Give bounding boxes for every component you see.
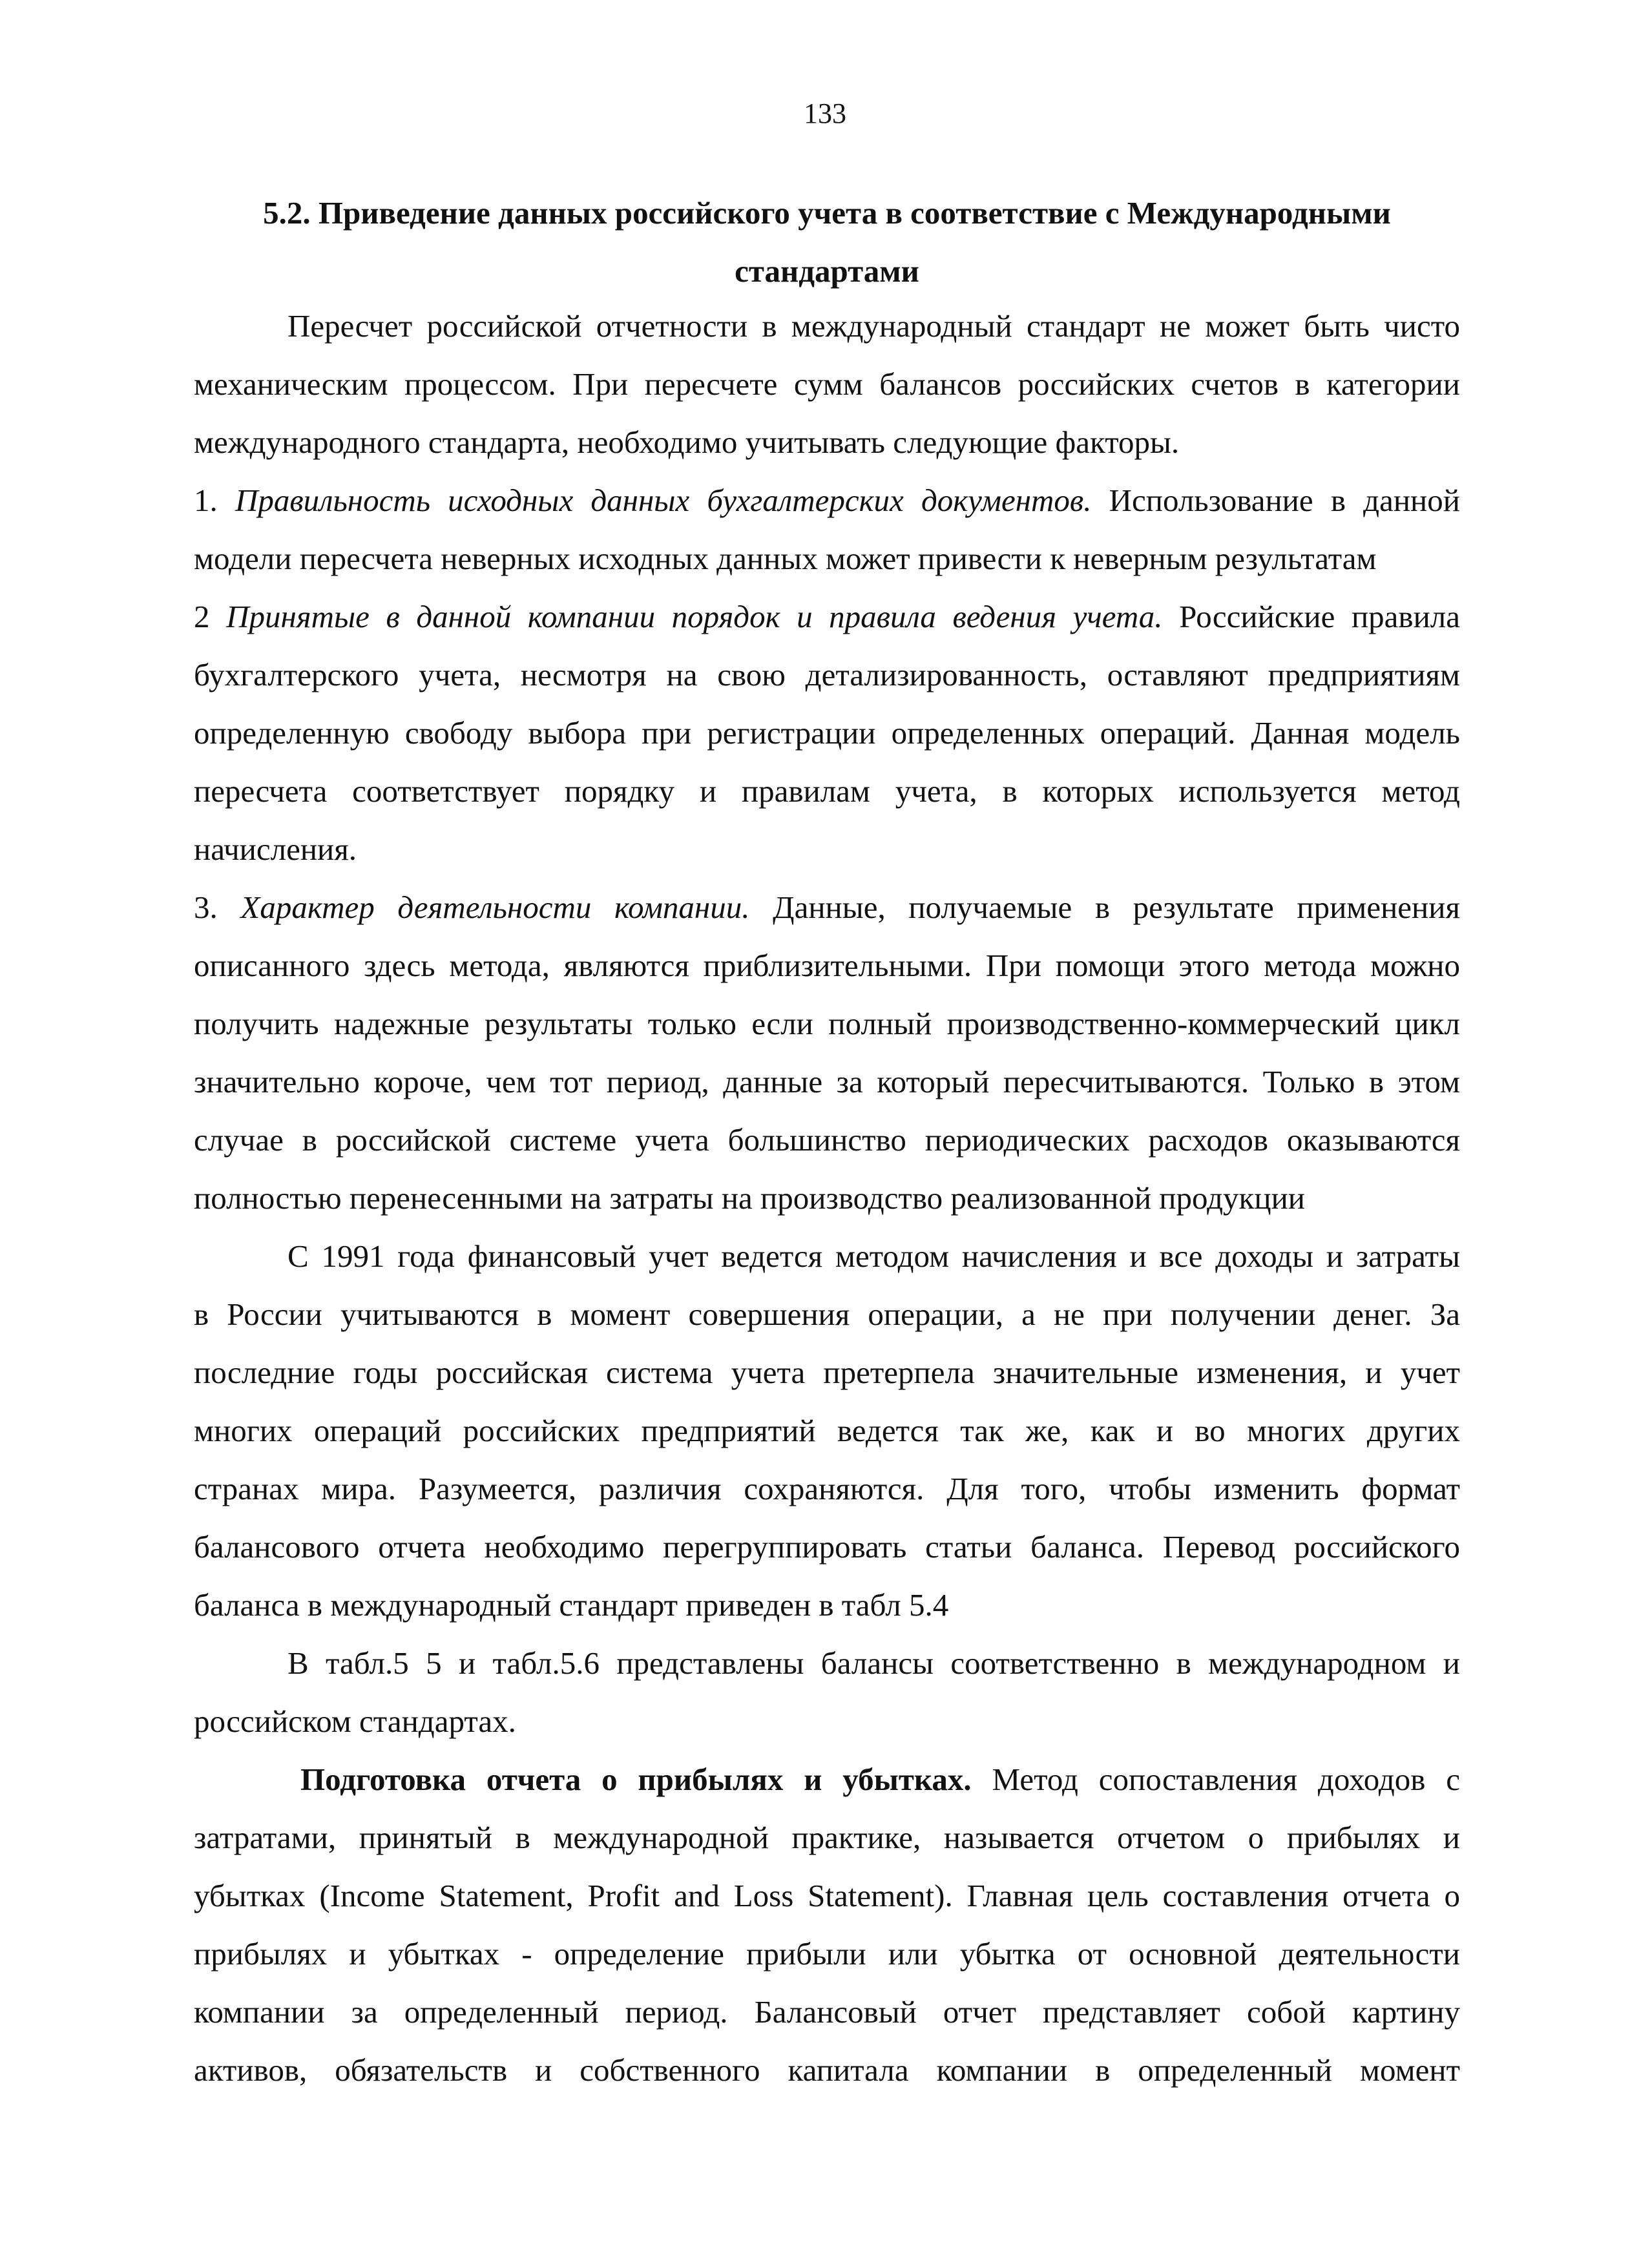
paragraph-line: определенную свободу выбора при регистрации определенных операций. Данная модель xyxy=(194,715,1460,751)
bold-run-in-heading: Подготовка отчета о прибылях и убытках. xyxy=(300,1762,972,1797)
paragraph-line: балансового отчета необходимо перегруппировать статьи баланса. Перевод российского xyxy=(194,1529,1460,1565)
paragraph-line: механическим процессом. При пересчете сумм балансов российских счетов в категории xyxy=(194,366,1460,402)
paragraph-line: пересчета соответствует порядку и правилам учета, в которых используется метод xyxy=(194,773,1460,809)
paragraph-line: международного стандарта, необходимо учитывать следующие факторы. xyxy=(194,424,1180,460)
item-title: Принятые в данной компании порядок и правила ведения учета. xyxy=(226,599,1163,634)
section-heading xyxy=(194,184,1460,300)
paragraph-line: российском стандартах. xyxy=(194,1703,516,1739)
item-number: 2 xyxy=(194,599,210,634)
paragraph-line xyxy=(194,1751,1460,1809)
page-number: 133 xyxy=(804,98,846,129)
body-text xyxy=(194,297,1460,2099)
paragraph-line: баланса в международный стандарт приведен в табл 5.4 xyxy=(194,1587,949,1623)
paragraph-line: полностью перенесенными на затраты на производство реализованной продукции xyxy=(194,1180,1306,1216)
item-text: Использование в данной xyxy=(1109,483,1461,518)
paragraph-line: компании за определенный период. Балансовый отчет представляет собой картину xyxy=(194,1994,1460,2030)
paragraph-line: многих операций российских предприятий ведется так же, как и во многих других xyxy=(194,1413,1460,1448)
paragraph-line: в России учитываются в момент совершения операции, а не при получении денег. За xyxy=(194,1296,1460,1332)
paragraph-line: модели пересчета неверных исходных данных может привести к неверным результатам xyxy=(194,541,1377,576)
item-title: Правильность исходных данных бухгалтерских документов. xyxy=(235,483,1092,518)
list-item-1-line xyxy=(194,472,1460,530)
heading-line-1: 5.2. Приведение данных российского учета в соответствие с Международными xyxy=(263,195,1391,231)
paragraph-line: бухгалтерского учета, несмотря на свою детализированность, оставляют предприятиям xyxy=(194,657,1460,692)
item-number: 1. xyxy=(194,483,218,518)
paragraph-line: затратами, принятый в международной практике, называется отчетом о прибылях и xyxy=(194,1820,1460,1855)
item-number: 3. xyxy=(194,890,218,925)
paragraph-line: В табл.5 5 и табл.5.6 представлены балансы соответственно в международном и xyxy=(287,1645,1460,1681)
paragraph-text: Метод сопоставления доходов с xyxy=(992,1762,1460,1797)
paragraph-line: С 1991 года финансовый учет ведется методом начисления и все доходы и затраты xyxy=(287,1238,1460,1274)
paragraph-line: последние годы российская система учета претерпела значительные изменения, и учет xyxy=(194,1355,1460,1390)
item-text: Данные, получаемые в результате применения xyxy=(773,890,1461,925)
item-text: Российские правила xyxy=(1179,599,1460,634)
paragraph-line: случае в российской системе учета большинство периодических расходов оказываются xyxy=(194,1122,1460,1158)
paragraph-line: получить надежные результаты только если полный производственно-коммерческий цикл xyxy=(194,1006,1460,1041)
paragraph-line: начисления. xyxy=(194,831,357,867)
paragraph-line: прибылях и убытках - определение прибыли или убытка от основной деятельности xyxy=(194,1936,1460,1971)
paragraph-line: Пересчет российской отчетности в международный стандарт не может быть чисто xyxy=(287,308,1460,344)
item-title: Характер деятельности компании. xyxy=(240,890,750,925)
paragraph-line: значительно короче, чем тот период, данные за который пересчитываются. Только в этом xyxy=(194,1064,1460,1099)
heading-line-2: стандартами xyxy=(735,253,919,289)
paragraph-line: активов, обязательств и собственного капитала компании в определенный момент xyxy=(194,2052,1460,2088)
list-item-3-line xyxy=(194,879,1460,937)
paragraph-line: описанного здесь метода, являются приблизительными. При помощи этого метода можно xyxy=(194,948,1460,983)
paragraph-line: странах мира. Разумеется, различия сохраняются. Для того, чтобы изменить формат xyxy=(194,1471,1460,1506)
paragraph-line: убытках (Income Statement, Profit and Loss Statement). Главная цель составления отчета о xyxy=(194,1878,1460,1913)
list-item-2-line xyxy=(194,588,1460,646)
